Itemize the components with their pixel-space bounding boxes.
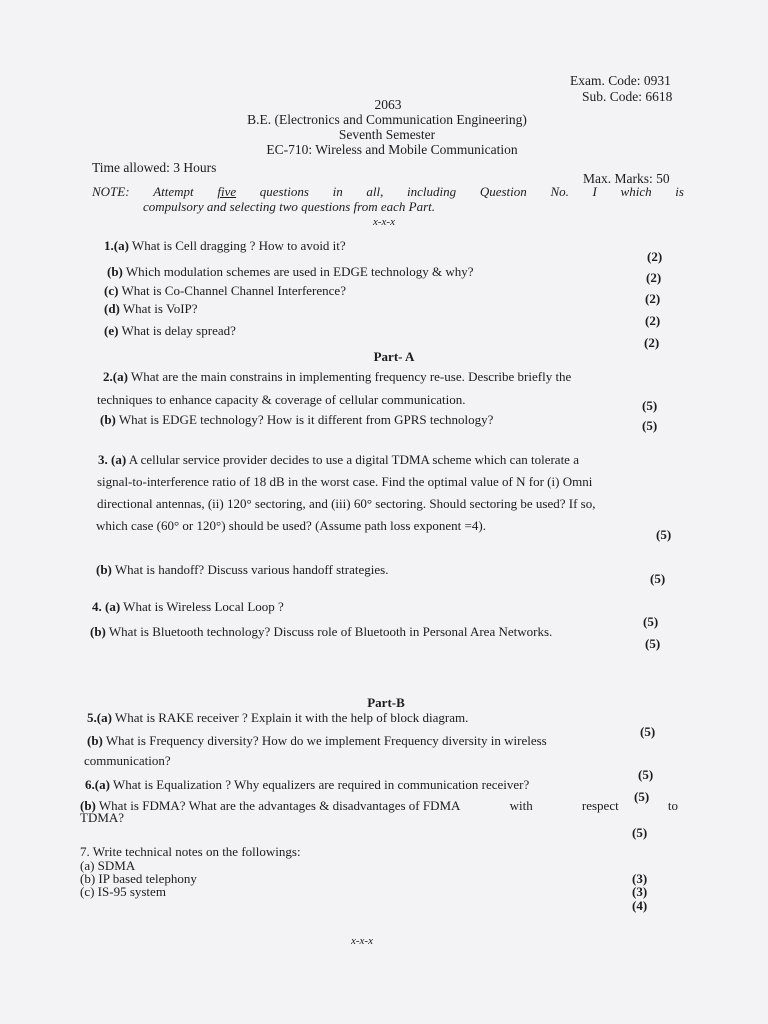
q1e-marks: (2)	[644, 335, 660, 350]
q1b: (b) Which modulation schemes are used in EDGE technology & why?	[107, 264, 474, 279]
year: 2063	[374, 97, 402, 112]
time-allowed: Time allowed: 3 Hours	[92, 160, 217, 175]
q1e: (e) What is delay spread?	[104, 323, 236, 338]
q7-item-a: (a) SDMA	[80, 858, 136, 873]
q2b-marks: (5)	[642, 418, 658, 433]
q5b: (b) What is Frequency diversity? How do we implement Frequency diversity in wireless	[87, 733, 547, 748]
q1d-marks: (2)	[645, 313, 661, 328]
q2a-line-2: techniques to enhance capacity & coverage of cellular communication.	[97, 392, 466, 407]
q6a: 6.(a) What is Equalization ? Why equalizers are required in communication receiver?	[85, 777, 530, 792]
part-b-title: Part-B	[367, 695, 405, 710]
degree: B.E. (Electronics and Communication Engineering)	[247, 112, 527, 127]
semester: Seventh Semester	[338, 127, 436, 142]
note-line-2: compulsory and selecting two questions from each Part.	[143, 199, 435, 214]
q5a-marks: (5)	[640, 724, 656, 739]
footer-separator: x-x-x	[351, 935, 373, 947]
separator: x-x-x	[373, 216, 395, 228]
q3a-line-4: which case (60° or 120°) should be used? (Assume path loss exponent =4).	[96, 518, 486, 533]
q7-marks-c: (4)	[632, 898, 648, 913]
q4a-marks: (5)	[643, 614, 659, 629]
q4b: (b) What is Bluetooth technology? Discuss role of Bluetooth in Personal Area Networks.	[90, 624, 553, 639]
q5a: 5.(a) What is RAKE receiver ? Explain it with the help of block diagram.	[87, 710, 469, 725]
q1c: (c) What is Co-Channel Channel Interference?	[104, 283, 346, 298]
sub-code: Sub. Code: 6618	[582, 89, 673, 104]
q3a: 3. (a) A cellular service provider decides to use a digital TDMA scheme which can tolerate a	[98, 452, 579, 467]
q6b: (b) What is FDMA? What are the advantages & disadvantages of FDMA with respect to	[80, 798, 678, 813]
q7-marks-a: (3)	[632, 871, 648, 886]
max-marks: Max. Marks: 50	[583, 171, 670, 186]
q2a: 2.(a) What are the main constrains in implementing frequency re-use. Describe briefly the	[103, 369, 572, 384]
note: NOTE: Attempt five questions in all, including Question No. I which is	[92, 184, 684, 199]
q1d: (d) What is VoIP?	[104, 301, 198, 316]
q3b: (b) What is handoff? Discuss various handoff strategies.	[96, 562, 389, 577]
q1a-marks: (2)	[647, 249, 663, 264]
course-title: EC-710: Wireless and Mobile Communication	[266, 142, 518, 157]
q2a-marks: (5)	[642, 398, 658, 413]
q3b-marks: (5)	[650, 571, 666, 586]
q7-item-b: (b) IP based telephony	[80, 871, 197, 886]
q1a: 1.(a) What is Cell dragging ? How to avoid it?	[104, 238, 346, 253]
q7-item-c: (c) IS-95 system	[80, 884, 166, 899]
q6a-marks: (5)	[634, 789, 650, 804]
q6b-line-2: TDMA?	[80, 810, 125, 825]
q1c-marks: (2)	[645, 291, 661, 306]
q5b-marks: (5)	[638, 767, 654, 782]
q4b-marks: (5)	[645, 636, 661, 651]
q7-title: 7. Write technical notes on the followings:	[80, 844, 301, 859]
part-a-title: Part- A	[373, 349, 415, 364]
q2b: (b) What is EDGE technology? How is it different from GPRS technology?	[100, 412, 494, 427]
q3a-line-3: directional antennas, (ii) 120° sectoring, and (iii) 60° sectoring. Should sectoring be used? If so,	[97, 496, 596, 511]
q5b-line-2: communication?	[84, 753, 171, 768]
q6b-marks: (5)	[632, 825, 648, 840]
exam-code: Exam. Code: 0931	[570, 73, 671, 88]
q3a-marks: (5)	[656, 527, 672, 542]
q1b-marks: (2)	[646, 270, 662, 285]
q4a: 4. (a) What is Wireless Local Loop ?	[92, 599, 284, 614]
q3a-line-2: signal-to-interference ratio of 18 dB in the worst case. Find the optimal value of N for (i) Omni	[97, 474, 593, 489]
note-label: NOTE:	[92, 184, 130, 199]
q7-marks-b: (3)	[632, 884, 648, 899]
